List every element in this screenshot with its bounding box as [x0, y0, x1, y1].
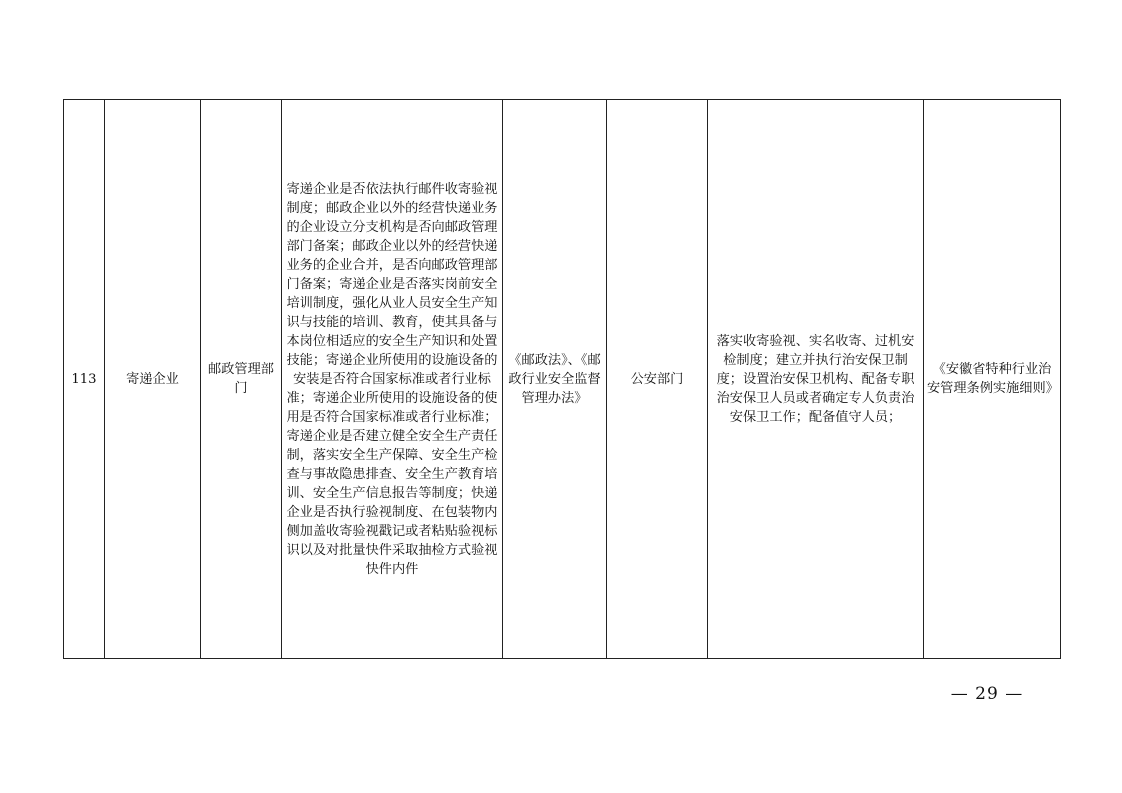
subject-cell: 寄递企业 — [105, 100, 201, 659]
legal-basis-cell: 《邮政法》、《邮政行业安全监督管理办法》 — [503, 100, 607, 659]
cooperating-department-cell: 公安部门 — [607, 100, 708, 659]
page-number: — 29 — — [950, 684, 1024, 704]
regulation-table — [63, 99, 1061, 659]
regulation-basis-cell: 《安徽省特种行业治安管理条例实施细则》 — [924, 100, 1061, 659]
table-row — [64, 100, 1061, 659]
row-number-cell: 113 — [64, 100, 105, 659]
department-cell: 邮政管理部门 — [201, 100, 282, 659]
regulation-table-container — [63, 99, 1060, 659]
inspection-content-cell: 寄递企业是否依法执行邮件收寄验视制度；邮政企业以外的经营快递业务的企业设立分支机构是否向邮政管理部门备案；邮政企业以外的经营快递业务的企业合并，是否向邮政管理部门备案；寄递企业是否落实岗前安全培训制度，强化从业人员安全生产知识与技能的培训、教育，使其具备与本岗位相适应的安全生产知识和处置技能；寄递企业所使用的设施设备的安装是否符合国家标准或者行业标准；寄递企业所使用的设施设备的使用是否符合国家标准或者行业标准；寄递企业是否建立健全安全生产责任制，落实安全生产保障、安全生产检查与事故隐患排查、安全生产教育培训、安全生产信息报告等制度；快递企业是否执行验视制度、在包装物内侧加盖收寄验视戳记或者粘贴验视标识以及对批量快件采取抽检方式验视快件内件 — [282, 100, 503, 659]
measures-cell: 落实收寄验视、实名收寄、过机安检制度；建立并执行治安保卫制度；设置治安保卫机构、配备专职治安保卫人员或者确定专人负责治安保卫工作；配备值守人员； — [708, 100, 924, 659]
